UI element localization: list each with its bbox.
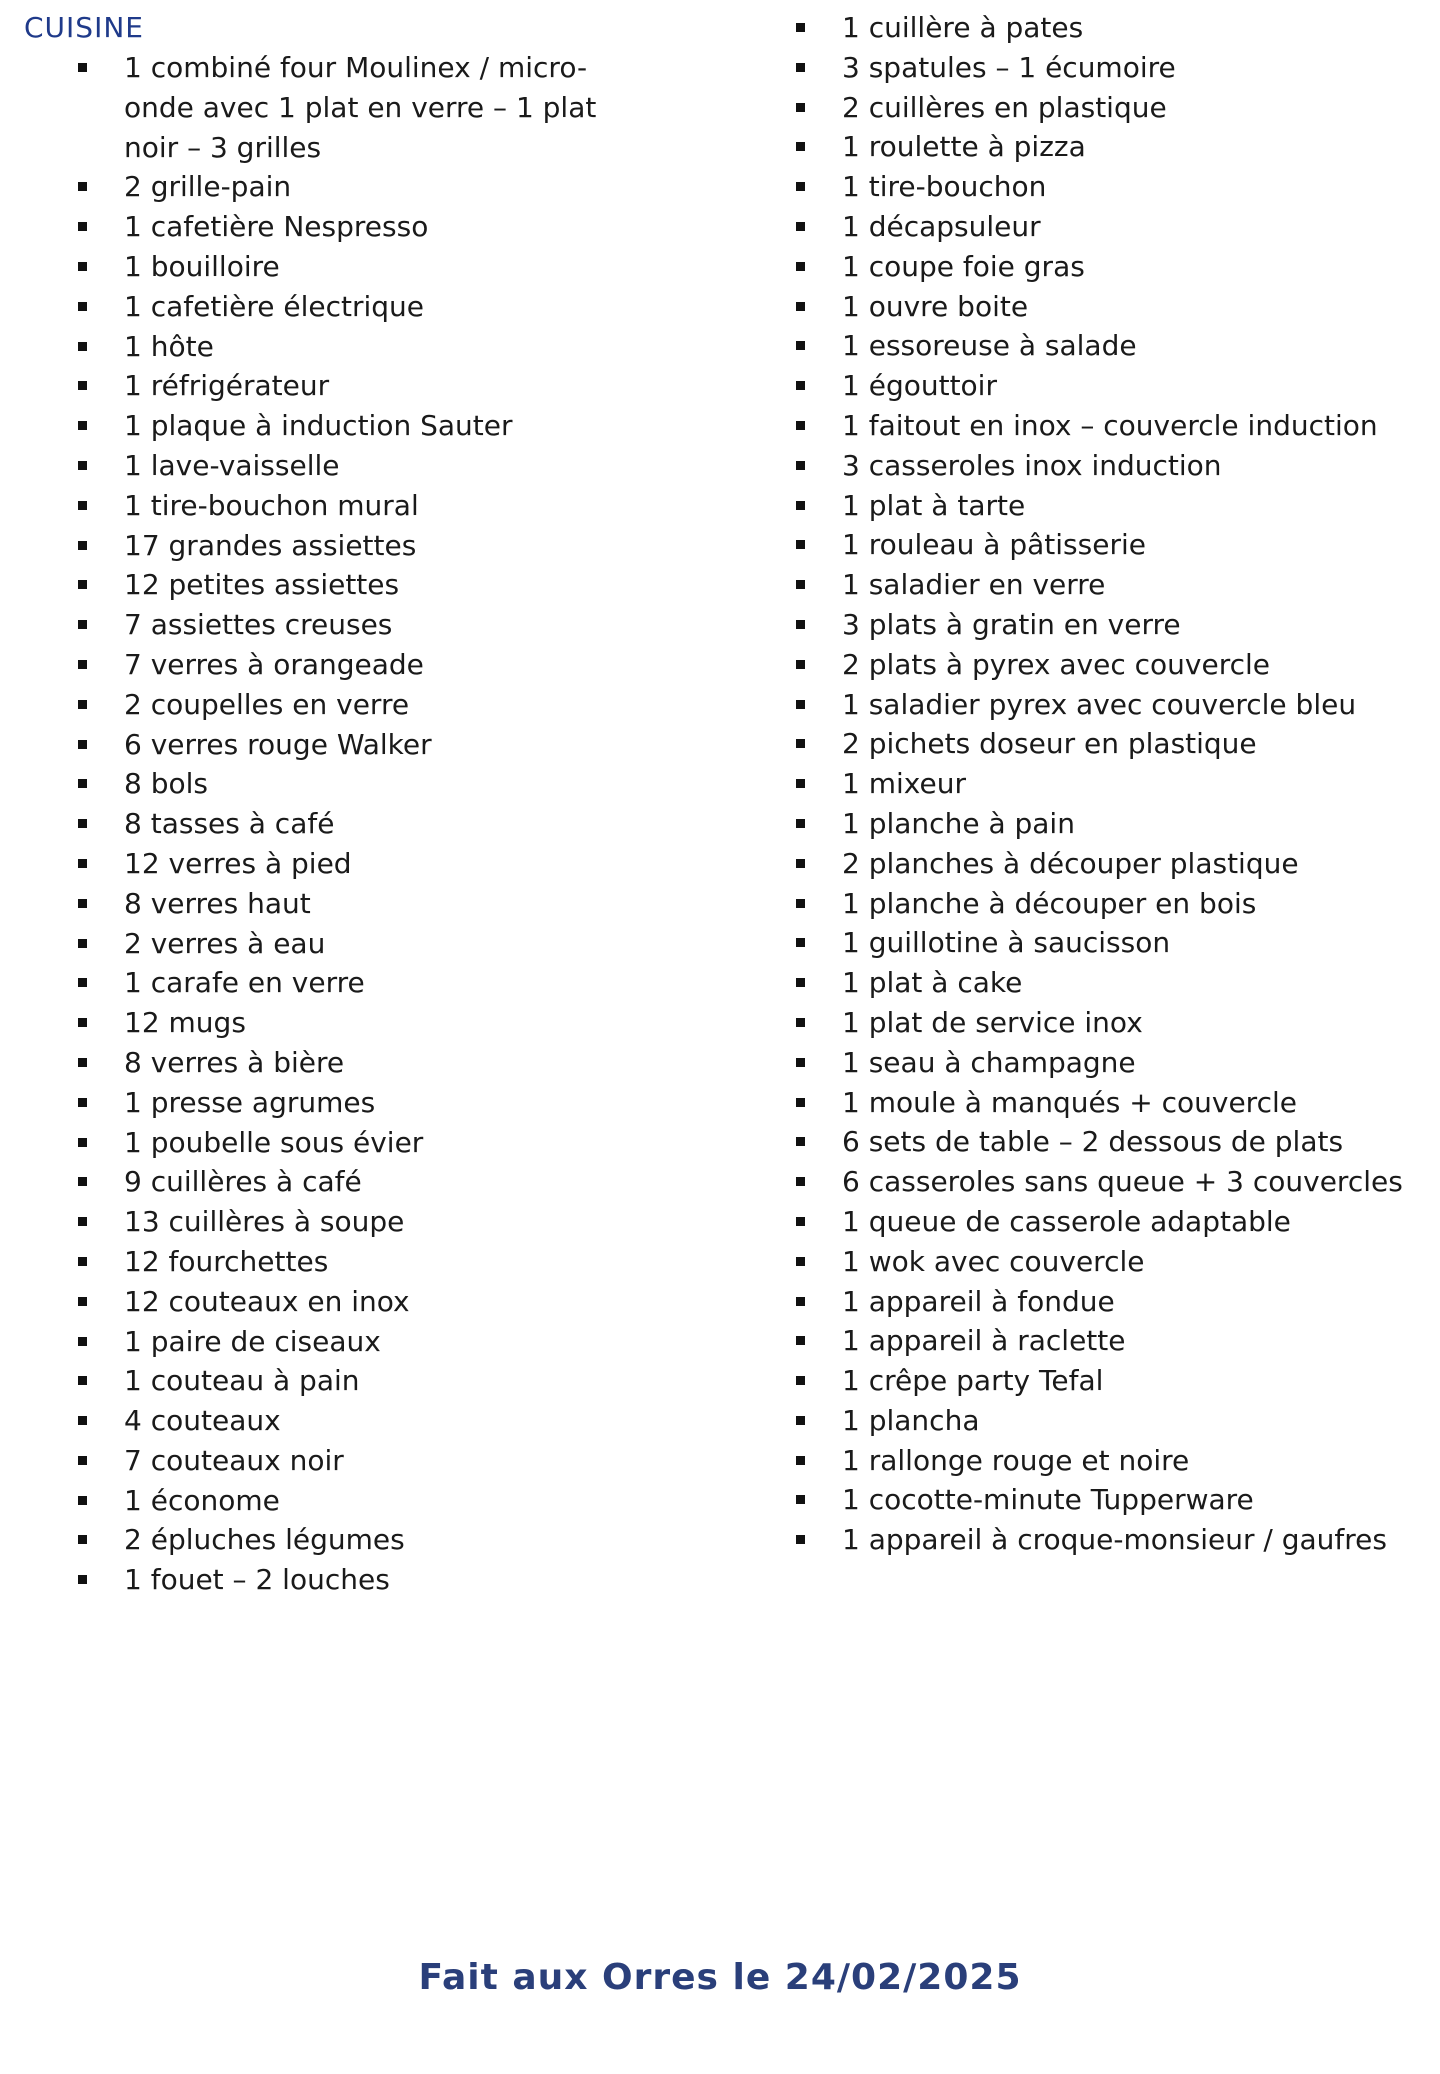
list-item-label: 1 économe [124,1483,280,1517]
square-bullet-icon [78,1535,87,1544]
list-item-label: 2 plats à pyrex avec couvercle [842,647,1271,681]
list-item [788,167,1408,207]
list-item-label: 7 couteaux noir [124,1443,344,1477]
list-item-label: 4 couteaux [124,1404,281,1438]
square-bullet-icon [796,819,805,828]
list-item-label: 2 pichets doseur en plastique [842,727,1257,761]
square-bullet-icon [796,461,805,470]
list-item [70,486,640,526]
list-item-label: 1 paire de ciseaux [124,1324,381,1358]
list-item [70,1162,640,1202]
square-bullet-icon [78,302,87,311]
square-bullet-icon [78,381,87,390]
list-item [788,1242,1408,1282]
list-item [788,804,1408,844]
square-bullet-icon [78,899,87,908]
list-item-label: 2 verres à eau [124,926,326,960]
list-item-label: 1 crêpe party Tefal [842,1364,1104,1398]
list-item [788,1003,1408,1043]
square-bullet-icon [796,1495,805,1504]
list-item [70,1481,640,1521]
square-bullet-icon [78,222,87,231]
list-item-label: 1 faitout en inox – couvercle induction [842,408,1378,442]
square-bullet-icon [796,540,805,549]
square-bullet-icon [78,700,87,709]
square-bullet-icon [796,1416,805,1425]
square-bullet-icon [78,740,87,749]
square-bullet-icon [78,1496,87,1505]
list-item [788,923,1408,963]
list-item-label: 1 mixeur [842,767,966,801]
list-item [70,804,640,844]
list-item [788,963,1408,1003]
list-item-label: 1 couteau à pain [124,1364,360,1398]
list-item [70,605,640,645]
list-item-label: 1 cafetière Nespresso [124,210,429,244]
list-item-label: 2 grille-pain [124,170,292,204]
square-bullet-icon [796,1297,805,1306]
square-bullet-icon [78,779,87,788]
list-item-label: 12 fourchettes [124,1244,329,1278]
square-bullet-icon [78,541,87,550]
list-item [788,1520,1408,1560]
list-item [788,1083,1408,1123]
list-item-label: 1 coupe foie gras [842,249,1085,283]
list-item [788,1361,1408,1401]
list-item [788,287,1408,327]
list-item-label: 1 hôte [124,329,214,363]
list-item [70,287,640,327]
list-item-label: 1 décapsuleur [842,209,1041,243]
list-item-label: 1 cuillère à pates [842,11,1084,44]
list-item-label: 3 casseroles inox induction [842,448,1222,482]
right-item-list [788,8,1408,1560]
list-item-label: 1 saladier pyrex avec couvercle bleu [842,687,1357,721]
square-bullet-icon [78,1098,87,1107]
square-bullet-icon [796,1177,805,1186]
list-item [70,963,640,1003]
list-item-label: 1 plancha [842,1403,980,1437]
list-item [70,1043,640,1083]
square-bullet-icon [796,23,805,32]
list-item-label: 1 cocotte-minute Tupperware [842,1483,1254,1517]
list-item [788,1043,1408,1083]
square-bullet-icon [796,222,805,231]
list-item-label: 1 roulette à pizza [842,130,1086,164]
list-item [70,406,640,446]
list-item-label: 17 grandes assiettes [124,528,417,562]
list-item-label: 12 petites assiettes [124,568,400,602]
list-item-label: 12 mugs [124,1006,246,1040]
list-item [70,1242,640,1282]
list-item-label: 1 rouleau à pâtisserie [842,528,1146,562]
square-bullet-icon [78,342,87,351]
square-bullet-icon [796,421,805,430]
list-item [788,1282,1408,1322]
list-item-label: 8 bols [124,767,208,801]
list-item [70,565,640,605]
list-item [788,844,1408,884]
list-item [788,8,1408,48]
list-item [70,1441,640,1481]
square-bullet-icon [796,1257,805,1266]
list-item [70,446,640,486]
list-item [70,924,640,964]
square-bullet-icon [796,501,805,510]
list-item [788,366,1408,406]
square-bullet-icon [796,1336,805,1345]
list-item-label: 1 moule à manqués + couvercle [842,1085,1297,1119]
list-item-label: 1 plat de service inox [842,1005,1143,1039]
square-bullet-icon [796,620,805,629]
square-bullet-icon [78,1018,87,1027]
list-item [70,1083,640,1123]
square-bullet-icon [78,1177,87,1186]
list-item-label: 6 casseroles sans queue + 3 couvercles [842,1165,1403,1199]
section-title-cuisine: CUISINE [24,11,144,44]
list-item [788,1321,1408,1361]
list-item [788,48,1408,88]
list-item [70,167,640,207]
square-bullet-icon [78,1138,87,1147]
list-item-label: 1 combiné four Moulinex / micro-onde avec 1 plat en verre – 1 plat noir – 3 grilles [124,51,597,164]
list-item-label: 8 verres haut [124,886,311,920]
list-item [70,1123,640,1163]
list-item-label: 2 coupelles en verre [124,687,410,721]
list-item [788,884,1408,924]
list-item-label: 1 cafetière électrique [124,289,425,323]
square-bullet-icon [796,580,805,589]
square-bullet-icon [796,341,805,350]
square-bullet-icon [78,182,87,191]
square-bullet-icon [796,302,805,311]
list-item-label: 1 plaque à induction Sauter [124,409,513,443]
list-item-label: 1 essoreuse à salade [842,329,1137,363]
list-item-label: 13 cuillères à soupe [124,1205,405,1239]
list-item-label: 1 planche à pain [842,806,1075,840]
list-item-label: 1 queue de casserole adaptable [842,1204,1291,1238]
square-bullet-icon [78,939,87,948]
square-bullet-icon [796,899,805,908]
square-bullet-icon [796,1456,805,1465]
square-bullet-icon [78,262,87,271]
square-bullet-icon [796,1018,805,1027]
list-item [788,247,1408,287]
list-item-label: 1 ouvre boite [842,289,1029,323]
list-item-label: 1 planche à découper en bois [842,886,1257,920]
square-bullet-icon [78,978,87,987]
list-item [70,1401,640,1441]
list-item-label: 1 carafe en verre [124,966,365,1000]
list-item [70,1202,640,1242]
square-bullet-icon [796,978,805,987]
list-item-label: 1 fouet – 2 louches [124,1563,390,1597]
list-item [788,724,1408,764]
list-item-label: 2 planches à découper plastique [842,846,1299,880]
square-bullet-icon [796,1137,805,1146]
square-bullet-icon [78,1337,87,1346]
list-item [788,1202,1408,1242]
list-item [788,88,1408,128]
square-bullet-icon [78,63,87,72]
list-item-label: 1 rallonge rouge et noire [842,1443,1190,1477]
list-item [70,764,640,804]
list-item-label: 12 verres à pied [124,846,352,880]
square-bullet-icon [796,739,805,748]
list-item [70,1361,640,1401]
list-item [70,1003,640,1043]
square-bullet-icon [796,660,805,669]
list-item-label: 1 guillotine à saucisson [842,926,1171,960]
square-bullet-icon [796,700,805,709]
list-item [788,645,1408,685]
list-item [70,844,640,884]
list-item-label: 1 seau à champagne [842,1045,1136,1079]
list-item-label: 1 wok avec couvercle [842,1244,1145,1278]
list-item-label: 8 verres à bière [124,1045,345,1079]
square-bullet-icon [796,63,805,72]
list-item [788,326,1408,366]
list-item-label: 1 saladier en verre [842,568,1106,602]
square-bullet-icon [796,381,805,390]
square-bullet-icon [78,1575,87,1584]
list-item [70,366,640,406]
list-item [70,884,640,924]
list-item [70,1560,640,1600]
list-item-label: 1 appareil à fondue [842,1284,1115,1318]
list-item-label: 1 presse agrumes [124,1085,376,1119]
list-item-label: 1 égouttoir [842,369,997,403]
list-item [788,1122,1408,1162]
list-item-label: 3 spatules – 1 écumoire [842,50,1176,84]
list-item-label: 3 plats à gratin en verre [842,607,1181,641]
square-bullet-icon [796,262,805,271]
square-bullet-icon [796,859,805,868]
list-item-label: 1 lave-vaisselle [124,448,340,482]
list-item-label: 1 appareil à croque-monsieur / gaufres [842,1523,1387,1557]
list-item [788,1480,1408,1520]
list-item-label: 8 tasses à café [124,807,335,841]
square-bullet-icon [78,1376,87,1385]
list-item-label: 6 sets de table – 2 dessous de plats [842,1125,1344,1159]
square-bullet-icon [796,1058,805,1067]
list-item [788,764,1408,804]
list-item-label: 1 appareil à raclette [842,1324,1126,1358]
list-item [70,48,640,167]
list-item-label: 7 verres à orangeade [124,647,424,681]
square-bullet-icon [78,1416,87,1425]
list-item-label: 1 bouilloire [124,249,280,283]
list-item [788,486,1408,526]
list-item [70,685,640,725]
square-bullet-icon [796,182,805,191]
square-bullet-icon [78,660,87,669]
square-bullet-icon [78,819,87,828]
list-item-label: 1 plat à cake [842,966,1023,1000]
list-item [788,685,1408,725]
list-item-label: 6 verres rouge Walker [124,727,432,761]
list-item [788,1401,1408,1441]
left-item-list [70,48,640,1600]
list-item [788,446,1408,486]
list-item-label: 1 poubelle sous évier [124,1125,424,1159]
square-bullet-icon [78,421,87,430]
square-bullet-icon [78,461,87,470]
list-item [788,127,1408,167]
square-bullet-icon [78,580,87,589]
list-item-label: 1 réfrigérateur [124,369,330,403]
list-item [70,1282,640,1322]
square-bullet-icon [796,103,805,112]
square-bullet-icon [78,1058,87,1067]
square-bullet-icon [796,938,805,947]
square-bullet-icon [78,620,87,629]
list-item-label: 9 cuillères à café [124,1165,362,1199]
square-bullet-icon [796,1098,805,1107]
list-item [70,1520,640,1560]
list-item-label: 1 tire-bouchon mural [124,488,419,522]
square-bullet-icon [796,1535,805,1544]
list-item-label: 2 cuillères en plastique [842,90,1167,124]
square-bullet-icon [796,142,805,151]
list-item [70,526,640,566]
square-bullet-icon [796,779,805,788]
list-item-label: 1 plat à tarte [842,488,1026,522]
list-item [788,1162,1408,1202]
square-bullet-icon [78,1297,87,1306]
square-bullet-icon [796,1376,805,1385]
list-item-label: 7 assiettes creuses [124,608,393,642]
list-item [70,327,640,367]
list-item [788,565,1408,605]
list-item-label: 2 épluches légumes [124,1523,405,1557]
square-bullet-icon [78,1456,87,1465]
list-item [70,247,640,287]
square-bullet-icon [78,1217,87,1226]
list-item [788,406,1408,446]
footer-date-line: Fait aux Orres le 24/02/2025 [418,1957,1022,1998]
list-item-label: 12 couteaux en inox [124,1284,410,1318]
list-item [70,1322,640,1362]
list-item [788,605,1408,645]
square-bullet-icon [78,501,87,510]
list-item-label: 1 tire-bouchon [842,170,1047,204]
square-bullet-icon [78,859,87,868]
list-item [70,725,640,765]
list-item [70,645,640,685]
square-bullet-icon [796,1217,805,1226]
list-item [788,525,1408,565]
square-bullet-icon [78,1257,87,1266]
list-item [788,1441,1408,1481]
list-item [70,207,640,247]
list-item [788,207,1408,247]
